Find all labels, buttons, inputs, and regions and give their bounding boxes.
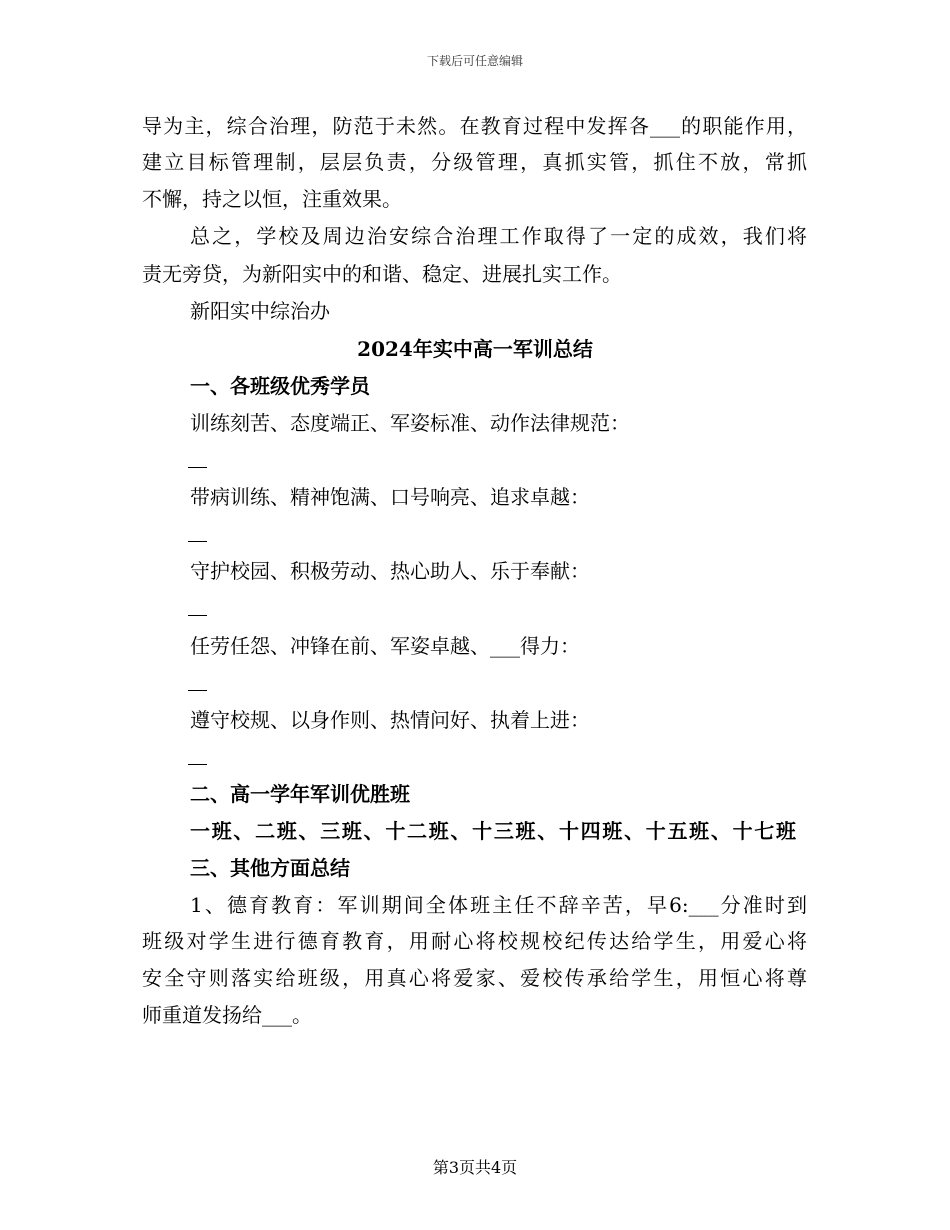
page-number: 第3页共4页 bbox=[432, 1158, 518, 1177]
page-header: 下载后可任意编辑 bbox=[426, 54, 523, 68]
text-line: 不懈，持之以恒，注重效果。 bbox=[142, 187, 402, 211]
blank-line bbox=[188, 615, 207, 616]
signature: 新阳实中综治办 bbox=[190, 299, 330, 323]
winning-classes: 一班、二班、三班、十二班、十三班、十四班、十五班、十七班 bbox=[190, 819, 796, 843]
text-line: 班级对学生进行德育教育，用耐心将校规校纪传达给学生，用爱心将 bbox=[142, 929, 807, 953]
section-heading: 三、其他方面总结 bbox=[190, 856, 350, 880]
list-item: 遵守校规、以身作则、热情问好、执着上进： bbox=[190, 708, 590, 732]
text-line: 1、德育教育：军训期间全体班主任不辞辛苦，早6:___分准时到 bbox=[190, 893, 807, 917]
blank-line bbox=[188, 764, 207, 765]
list-item: 守护校园、积极劳动、热心助人、乐于奉献： bbox=[190, 559, 590, 583]
text-line: 总之，学校及周边治安综合治理工作取得了一定的成效，我们将 bbox=[190, 224, 807, 248]
list-item: 训练刻苦、态度端正、军姿标准、动作法律规范： bbox=[190, 411, 630, 435]
blank-line bbox=[188, 690, 207, 691]
blank-line bbox=[188, 541, 207, 542]
text-line: 建立目标管理制，层层负责，分级管理，真抓实管，抓住不放，常抓 bbox=[142, 150, 807, 174]
text-line: 师重道发扬给___。 bbox=[142, 1003, 312, 1027]
document-title: 2024年实中高一军训总结 bbox=[357, 337, 593, 361]
section-heading: 二、高一学年军训优胜班 bbox=[190, 782, 410, 806]
list-item: 任劳任怨、冲锋在前、军姿卓越、___得力： bbox=[190, 634, 580, 658]
text-line: 导为主，综合治理，防范于未然。在教育过程中发挥各___的职能作用， bbox=[142, 114, 807, 138]
text-line: 安全守则落实给班级，用真心将爱家、爱校传承给学生，用恒心将尊 bbox=[142, 966, 807, 990]
blank-line bbox=[188, 467, 207, 468]
text-line: 责无旁贷，为新阳实中的和谐、稳定、进展扎实工作。 bbox=[142, 262, 622, 286]
section-heading: 一、各班级优秀学员 bbox=[190, 374, 370, 398]
list-item: 带病训练、精神饱满、口号响亮、追求卓越： bbox=[190, 485, 590, 509]
